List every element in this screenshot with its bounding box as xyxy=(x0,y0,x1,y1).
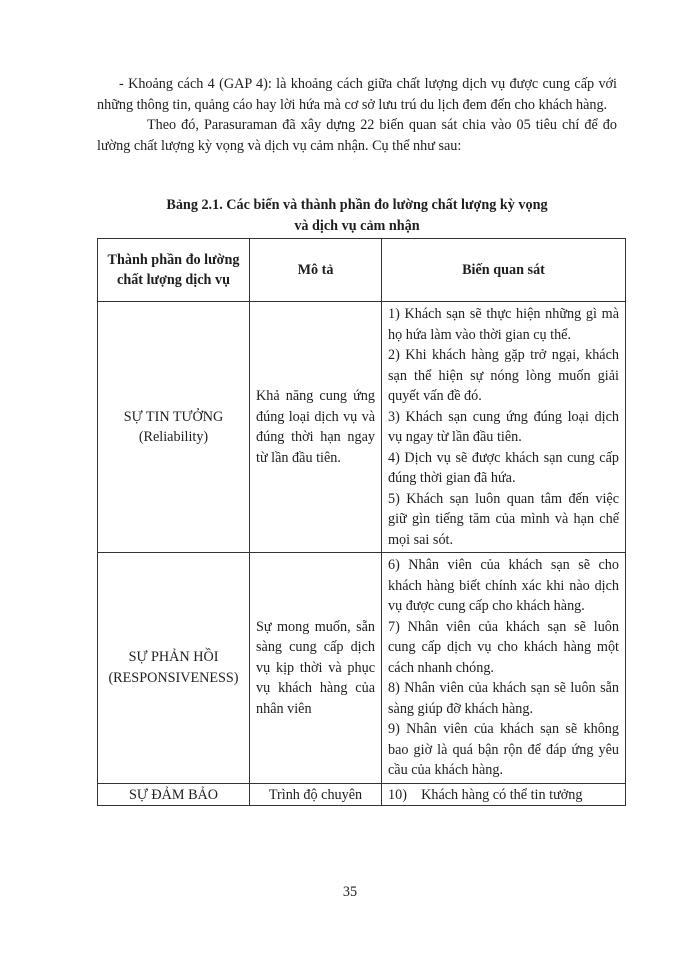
component-name-en: (RESPONSIVENESS) xyxy=(108,669,239,686)
table-row-assurance xyxy=(98,783,626,806)
page-number: 35 xyxy=(342,884,358,900)
component-name-en: (Reliability) xyxy=(138,429,209,445)
criterion: 2) Khi khách hàng gặp trở ngại, khách sạn thể hiện sự nóng lòng muốn giải quyết vấn đề đó. xyxy=(388,347,619,404)
intro-text xyxy=(97,74,617,156)
component-name: SỰ TIN TƯỞNG xyxy=(123,408,224,425)
criterion: 3) Khách sạn cung ứng đúng loại dịch vụ ngay từ lần đầu tiên. xyxy=(388,408,619,445)
measurement-table xyxy=(97,238,626,806)
criteria-cell xyxy=(382,553,626,784)
criterion: 6) Nhân viên của khách sạn sẽ cho khách hàng biết chính xác khi nào dịch vụ được cung cấp cho khách hàng. xyxy=(388,557,619,614)
component-cell xyxy=(98,553,250,784)
criterion: 4) Dịch vụ sẽ được khách sạn cung cấp đúng thời gian đã hứa. xyxy=(388,449,619,486)
component-cell xyxy=(98,302,250,553)
component-name: SỰ ĐẢM BẢO xyxy=(128,786,219,803)
description-cell: Trình độ chuyên xyxy=(250,783,382,806)
criterion: 7) Nhân viên của khách sạn sẽ luôn cung cấp dịch vụ cho khách hàng một cách nhanh chóng. xyxy=(388,618,619,676)
header-description: Mô tả xyxy=(250,239,382,302)
criterion: 1) Khách sạn sẽ thực hiện những gì mà họ hứa làm vào thời gian cụ thể. xyxy=(388,306,619,343)
criterion: 5) Khách sạn luôn quan tâm đến việc giữ gìn tiếng tăm của mình và hạn chế mọi sai sót. xyxy=(388,490,619,548)
description-cell: Sự mong muốn, sẵn sàng cung cấp dịch vụ kịp thời và phục vụ khách hàng của nhân viên xyxy=(250,553,382,784)
header-component: Thành phần đo lường chất lượng dịch vụ xyxy=(98,239,250,302)
criteria-cell xyxy=(382,783,626,806)
criterion: 8) Nhân viên của khách sạn sẽ luôn sẵn sàng giúp đỡ khách hàng. xyxy=(388,680,619,717)
table-caption-line1: Bảng 2.1. Các biến và thành phần đo lường chất lượng kỳ vọng xyxy=(166,197,548,213)
component-name: SỰ PHẢN HỒI xyxy=(128,649,219,666)
table-row-reliability xyxy=(98,302,626,553)
criterion: 10) Khách hàng có thể tin tưởng xyxy=(388,786,583,803)
component-cell xyxy=(98,783,250,806)
gap4-bullet: - Khoảng cách 4 (GAP 4): là khoảng cách giữa chất lượng dịch vụ được cung cấp với những thông tin, quảng cáo hay lời hứa mà cơ sở lưu trú du lịch đem đến cho khách hàng. xyxy=(97,76,617,113)
intro-paragraph: Theo đó, Parasuraman đã xây dựng 22 biến quan sát chia vào 05 tiêu chí để đo lường chất lượng kỳ vọng và dịch vụ cảm nhận. Cụ thể như sau: xyxy=(97,117,617,154)
header-criteria: Biến quan sát xyxy=(382,239,626,302)
criteria-cell xyxy=(382,302,626,553)
criterion: 9) Nhân viên của khách sạn sẽ không bao giờ là quá bận rộn để đáp ứng yêu cầu của khách hàng. xyxy=(388,721,619,778)
table-row-responsiveness xyxy=(98,553,626,784)
table-caption-line2: và dịch vụ cảm nhận xyxy=(294,218,420,234)
description-cell: Khả năng cung ứng đúng loại dịch vụ và đúng thời hạn ngay từ lần đầu tiên. xyxy=(250,302,382,553)
table-header-row xyxy=(98,239,626,302)
